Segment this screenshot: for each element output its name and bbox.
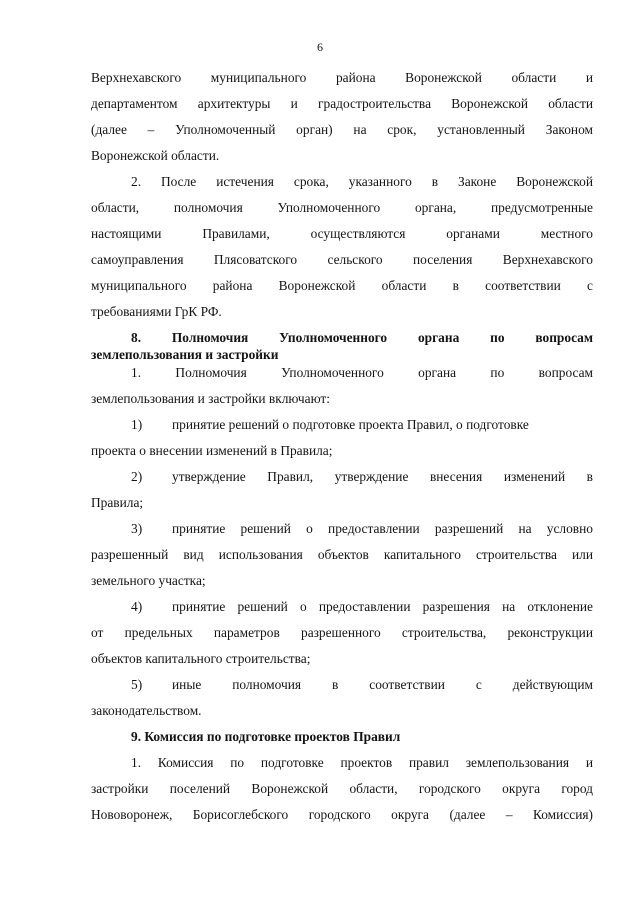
paragraph-line: области, полномочия Уполномоченного органа, предусмотренные xyxy=(91,200,593,215)
list-item xyxy=(131,416,593,434)
list-item xyxy=(131,676,593,694)
paragraph-line: Верхнехавского муниципального района Воронежской области и xyxy=(91,70,593,85)
paragraph-line: самоуправления Плясоватского сельского поселения Верхнехавского xyxy=(91,252,593,267)
section-heading-8-cont: землепользования и застройки xyxy=(91,347,279,362)
list-item-text: иные полномочия в соответствии с действующим xyxy=(172,677,593,692)
paragraph-line: департаментом архитектуры и градостроительства Воронежской области xyxy=(91,96,593,111)
section-heading-8: 8. Полномочия Уполномоченного органа по вопросам xyxy=(131,330,593,345)
list-item xyxy=(131,468,593,486)
paragraph-line: 1. Полномочия Уполномоченного органа по вопросам xyxy=(131,365,593,380)
paragraph-line: настоящими Правилами, осуществляются органами местного xyxy=(91,226,593,241)
paragraph-line: 2. После истечения срока, указанного в Законе Воронежской xyxy=(131,174,593,189)
paragraph-line: Правила; xyxy=(91,495,144,510)
list-item-number: 3) xyxy=(131,521,143,536)
paragraph-line: Воронежской области. xyxy=(91,148,220,163)
paragraph-line: объектов капитального строительства; xyxy=(91,651,311,666)
list-item-number: 2) xyxy=(131,469,143,484)
paragraph-line: муниципального района Воронежской области в соответствии с xyxy=(91,278,593,293)
list-item-number: 4) xyxy=(131,599,143,614)
list-item xyxy=(131,520,593,538)
paragraph-line: земельного участка; xyxy=(91,573,206,588)
list-item-text: утверждение Правил, утверждение внесения изменений в xyxy=(172,469,593,484)
paragraph-line: застройки поселений Воронежской области, городского округа город xyxy=(91,781,593,796)
paragraph-line: (далее – Уполномоченный орган) на срок, установленный Законом xyxy=(91,122,593,137)
page-number: 6 xyxy=(317,40,323,54)
section-heading-9: 9. Комиссия по подготовке проектов Правил xyxy=(131,729,401,744)
paragraph-line: землепользования и застройки включают: xyxy=(91,391,331,406)
paragraph-line: разрешенный вид использования объектов капитального строительства или xyxy=(91,547,593,562)
list-item xyxy=(131,598,593,616)
list-item-text: принятие решений о подготовке проекта Правил, о подготовке xyxy=(172,417,529,432)
paragraph-line: 1. Комиссия по подготовке проектов правил землепользования и xyxy=(131,755,593,770)
list-item-text: принятие решений о предоставлении разрешений на условно xyxy=(172,521,593,536)
paragraph-line: от предельных параметров разрешенного строительства, реконструкции xyxy=(91,625,593,640)
paragraph-line: законодательством. xyxy=(91,703,202,718)
list-item-text: принятие решений о предоставлении разрешения на отклонение xyxy=(172,599,593,614)
paragraph-line: требованиями ГрК РФ. xyxy=(91,304,222,319)
list-item-number: 1) xyxy=(131,417,143,432)
list-item-number: 5) xyxy=(131,677,143,692)
paragraph-line: Нововоронеж, Борисоглебского городского округа (далее – Комиссия) xyxy=(91,807,593,822)
paragraph-line: проекта о внесении изменений в Правила; xyxy=(91,443,333,458)
